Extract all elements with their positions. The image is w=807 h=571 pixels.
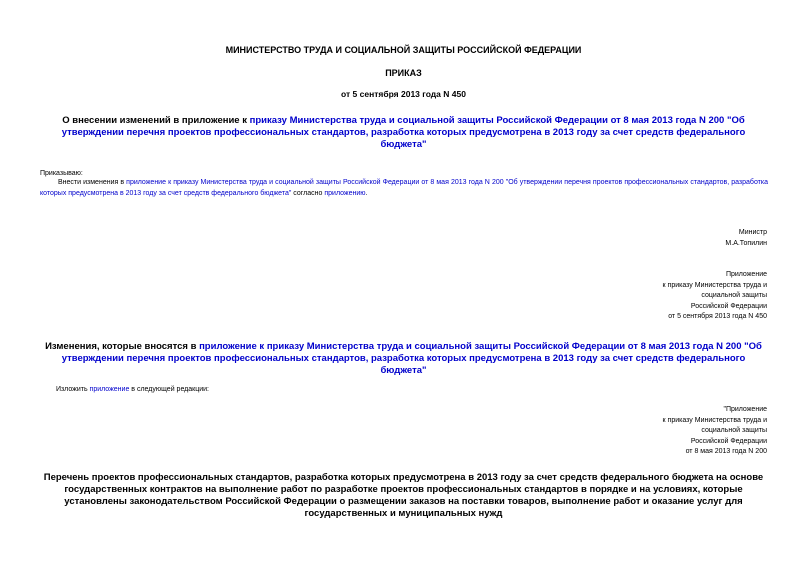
body-paragraph [40,178,768,199]
date-number: от 5 сентября 2013 года N 450 [341,89,466,99]
appendix-note-line: "Приложение [723,406,767,413]
appendix-note-1 [663,270,767,323]
changes-title-prefix: Изменения, которые вносятся в [45,341,200,352]
signature-block [725,228,767,249]
appendix-note-line: к приказу Министерства труда и [662,281,767,289]
changes-title [40,341,767,377]
body-text-prefix: Внести изменения в [58,179,127,186]
body-link-appendix[interactable]: приложение к приказу Министерства труда и социальной защиты Российской Федерации от 8 мая 2013 года N 200 "Об утверждении перечня проектов профессиональных стандартов, разработка которых предусмотрена в 2013 году за счет средств федерального бюджета" [40,179,768,197]
appendix-note-line: от 8 мая 2013 года N 200 [685,448,767,455]
appendix-note-line: социальной защиты [701,427,767,434]
order-title-prefix: О внесении изменений в приложение к [62,115,250,126]
body-text-middle: согласно [291,189,325,197]
appendix-note-line: к приказу Министерства труда и [662,416,767,424]
izlozhit-prefix: Изложить [56,386,90,393]
appendix-note-line: социальной защиты [701,292,767,299]
izlozhit-suffix: в следующей редакции: [129,386,210,393]
signature-position: Министр [738,229,767,236]
appendix-note-2 [663,405,767,458]
appendix-note-line: Российской Федерации [690,437,767,445]
signature-name: М.А.Топилин [725,239,767,247]
perechen-title: Перечень проектов профессиональных стандартов, разработка которых предусмотрена в 2013 году за счет средств федерального бюджета на основе государственных контрактов на выполнение работ по разработке проектов профессиональных стандартов в порядке и на условиях, которые установлены законодательством Российской Федерации о размещении заказов на поставки товаров, выполнение работ и оказание услуг для государственных и муниципальных нужд [43,472,764,519]
izlozhit-link[interactable]: приложение [89,386,130,393]
body-text-suffix: . [365,189,368,197]
ministry-heading: МИНИСТЕРСТВО ТРУДА И СОЦИАЛЬНОЙ ЗАЩИТЫ РОССИЙСКОЙ ФЕДЕРАЦИИ [225,45,582,55]
order-title-link[interactable]: приказу Министерства труда и социальной защиты Российской Федерации от 8 мая 2013 года N 200 "Об утверждении перечня проектов профессиональных стандартов, разработка которых предусмотрена в 2013 году за счет средств федерального бюджета" [61,115,746,150]
changes-title-link[interactable]: приложение к приказу Министерства труда и социальной защиты Российской Федерации от 8 мая 2013 года N 200 "Об утверждении перечня проектов профессиональных стандартов, разработка которых предусмотрена в 2013 году за счет средств федерального бюджета" [61,341,762,376]
appendix-note-line: Приложение [725,271,767,278]
appendix-note-line: Российской Федерации [690,302,767,310]
izlozhit-paragraph [56,385,209,396]
prikazyvayu-text: Приказываю: [40,170,83,177]
appendix-note-line: от 5 сентября 2013 года N 450 [668,313,767,320]
body-link-prilozheniyu[interactable]: приложению [324,189,366,197]
order-title [40,115,767,151]
doc-type-heading: ПРИКАЗ [385,68,422,78]
